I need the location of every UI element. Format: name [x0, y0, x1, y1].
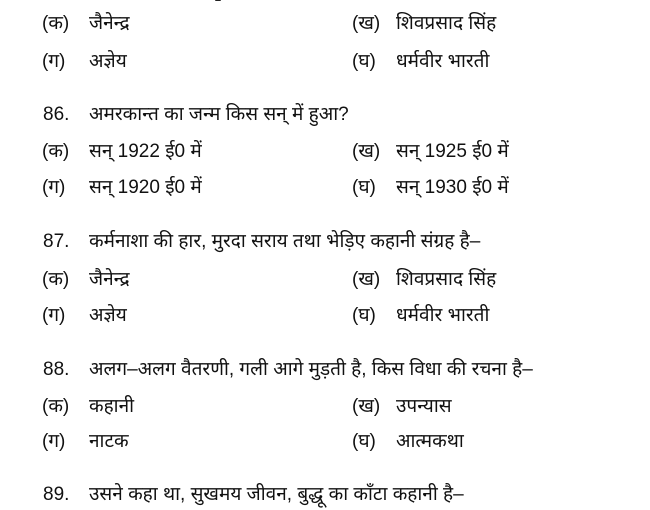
question-number: 88. [43, 359, 70, 380]
option-label: (क) [42, 141, 70, 162]
question-text: उसने कहा था, सुखमय जीवन, बुद्धू का काँटा कहानी है– [89, 484, 464, 505]
option-label: (क) [42, 13, 70, 34]
option-row [0, 392, 650, 422]
option-text: कहानी [89, 396, 135, 417]
option-text: अज्ञेय [89, 305, 127, 326]
option-text: अज्ञेय [89, 51, 127, 72]
option-label: (ग) [42, 177, 66, 198]
option-text: शिवप्रसाद सिंह [396, 13, 497, 34]
option-row [0, 173, 650, 203]
option-label: (ख) [352, 141, 381, 162]
option-row [0, 137, 650, 167]
question-87 [0, 227, 650, 257]
option-text: जैनेन्द्र [89, 269, 130, 290]
option-text: जैनेन्द्र [89, 13, 130, 34]
option-text: सन् 1920 ई0 में [89, 177, 202, 198]
option-label: (ख) [352, 13, 381, 34]
question-text: अलग–अलग वैतरणी, गली आगे मुड़ती है, किस विधा की रचना है– [89, 359, 533, 380]
question-number: 87. [43, 231, 70, 252]
option-label: (क) [42, 269, 70, 290]
option-label: (ख) [352, 269, 381, 290]
option-label: (घ) [352, 51, 376, 72]
option-text: आत्मकथा [396, 431, 464, 452]
option-text: नाटक [89, 431, 129, 452]
option-text: सन् 1922 ई0 में [89, 141, 202, 162]
option-label: (ग) [42, 431, 66, 452]
option-label: (क) [42, 396, 70, 417]
option-label: (घ) [352, 305, 376, 326]
option-text: सन् 1930 ई0 में [396, 177, 509, 198]
option-label: (घ) [352, 177, 376, 198]
option-text: शिवप्रसाद सिंह [396, 269, 497, 290]
option-row [0, 9, 650, 39]
option-text: सन् 1925 ई0 में [396, 141, 509, 162]
option-text: उपन्यास [396, 396, 452, 417]
question-88 [0, 355, 650, 385]
option-label: (ग) [42, 305, 66, 326]
question-text: अमरकान्त का जन्म किस सन् में हुआ? [89, 104, 349, 125]
option-row [0, 427, 650, 457]
option-row [0, 301, 650, 331]
option-row [0, 265, 650, 295]
question-86 [0, 100, 650, 130]
question-number: 86. [43, 104, 70, 125]
option-label: (घ) [352, 431, 376, 452]
cut-off-previous-line [215, 0, 221, 1]
option-row [0, 47, 650, 77]
question-text: कर्मनाशा की हार, मुरदा सराय तथा भेड़िए कहानी संग्रह है– [89, 231, 481, 252]
question-number: 89. [43, 484, 70, 505]
option-label: (ग) [42, 51, 66, 72]
question-89 [0, 480, 650, 510]
option-text: धर्मवीर भारती [396, 305, 490, 326]
option-label: (ख) [352, 396, 381, 417]
option-text: धर्मवीर भारती [396, 51, 490, 72]
